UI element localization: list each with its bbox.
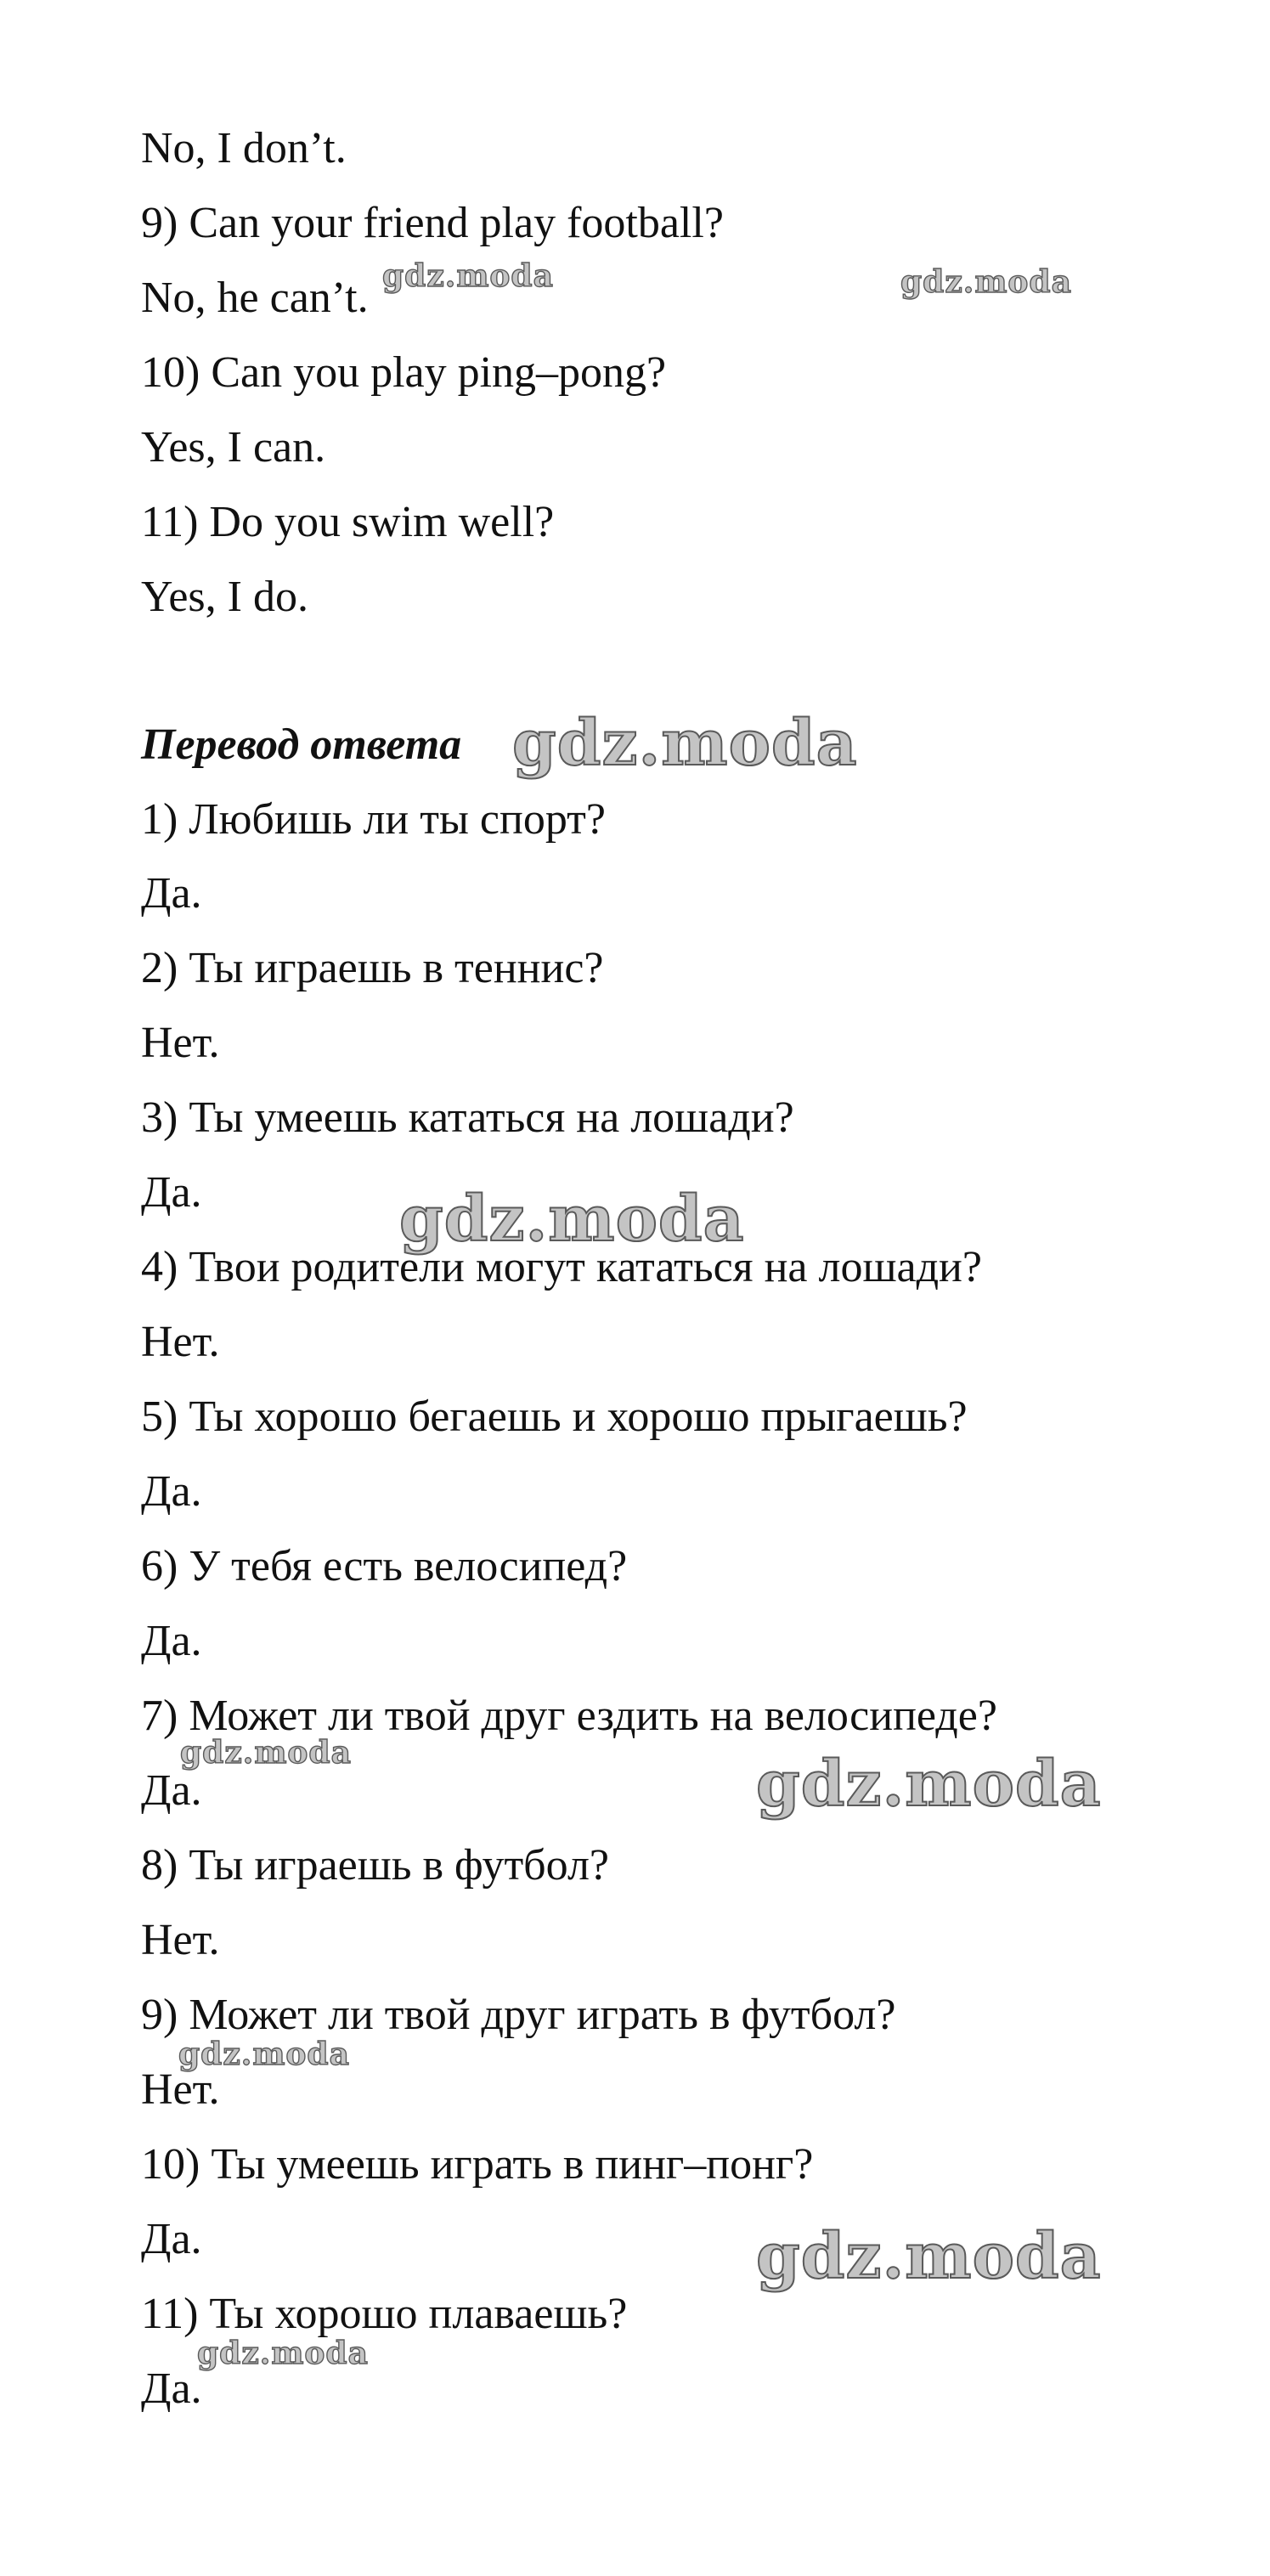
watermark: gdz.moda (900, 264, 1072, 300)
translation-line: Да. (141, 1617, 202, 1665)
translation-line: 2) Ты играешь в теннис? (141, 944, 604, 992)
translation-line: 10) Ты умеешь играть в пинг–понг? (141, 2140, 814, 2189)
english-line: No, he can’t. (141, 274, 369, 322)
translation-line: 1) Любишь ли ты спорт? (141, 795, 606, 844)
translation-line: 9) Может ли твой друг играть в футбол? (141, 1991, 896, 2039)
english-line: Yes, I do. (141, 573, 308, 621)
english-line: 9) Can your friend play football? (141, 199, 724, 247)
translation-line: 11) Ты хорошо плаваешь? (141, 2290, 628, 2338)
english-line: Yes, I can. (141, 423, 326, 472)
translation-line: Да. (141, 2215, 202, 2263)
translation-line: 3) Ты умеешь кататься на лошади? (141, 1093, 794, 1142)
translation-line: Нет. (141, 1318, 220, 1366)
translation-line: Да. (141, 1766, 202, 1815)
translation-line: 5) Ты хорошо бегаешь и хорошо прыгаешь? (141, 1393, 968, 1441)
translation-heading: Перевод ответа (141, 720, 462, 769)
watermark: gdz.moda (382, 258, 554, 294)
english-line: 10) Can you play ping–pong? (141, 348, 667, 397)
watermark: gdz.moda (756, 1748, 1102, 1821)
watermark: gdz.moda (756, 2220, 1102, 2293)
translation-line: 8) Ты играешь в футбол? (141, 1841, 609, 1890)
translation-line: 7) Может ли твой друг ездить на велосипеде? (141, 1692, 997, 1740)
watermark: gdz.moda (399, 1183, 745, 1256)
translation-line: 6) У тебя есть велосипед? (141, 1542, 628, 1590)
watermark: gdz.moda (197, 2336, 369, 2371)
translation-line: Нет. (141, 2065, 220, 2114)
translation-line: Да. (141, 1467, 202, 1516)
translation-line: Нет. (141, 1916, 220, 1964)
english-line: 11) Do you swim well? (141, 498, 555, 546)
english-line: No, I don’t. (141, 124, 347, 172)
translation-line: 4) Твои родители могут кататься на лошади? (141, 1243, 982, 1291)
translation-line: Да. (141, 1168, 202, 1217)
watermark: gdz.moda (178, 2037, 350, 2072)
translation-line: Нет. (141, 1019, 220, 1067)
translation-line: Да. (141, 2364, 202, 2413)
translation-line: Да. (141, 869, 202, 918)
watermark: gdz.moda (512, 707, 858, 780)
watermark: gdz.moda (180, 1735, 352, 1771)
